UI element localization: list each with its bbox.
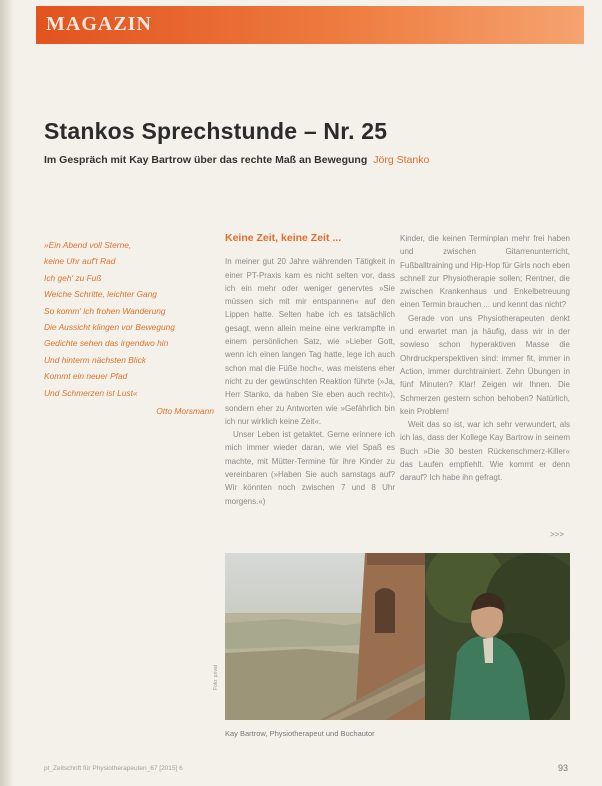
poem-line: »Ein Abend voll Sterne, [44,240,132,250]
body-paragraph: Unser Leben ist getaktet. Gerne erinnere ich mich immer wieder daran, wie viel Spaß es machte, mit Mütter-Termine für ihre Kinder zu vereinbaren (»Haben Sie auch samstags auf? Wir könnten noch zwischen 7 und 8 Uhr morgens.«) [225,430,395,506]
body-paragraph: In meiner gut 20 Jahre währenden Tätigkeit in einer PT-Praxis kam es nicht selten vor, dass ich ein mehr oder weniger genervtes »Sie müssen sich mit mir entspannen« auf den Lippen hatte. Selten habe ich es tatsächlich gesagt, wenn allein meine eine verkrampfte in einem persönlichen Satz, wie »Lieber Gott, wenn ich einen langen Tag hatte, lege ich auch schon mal die Füße hoch«, was meistens eher nicht zu der gewünschten Reaktion führte (»Ja, Herr Stanko, da haben Sie eben auch recht«), sondern eher zu Antworten wie »Gefährlich bin ich nur wirklich keine Zeit«. [225,257,395,426]
body-column-2 [400,232,570,485]
poem-block [44,237,214,419]
poem-line: So komm' ich frohen Wanderung [44,305,166,316]
portrait-photo [225,553,570,720]
page-gutter-shadow [0,0,14,786]
poem-line: Die Aussicht klingen vor Bewegung [44,322,175,333]
poem-line: Weiche Schritte, leichter Gang [44,289,157,300]
body-column-1 [225,232,395,508]
poem-line: Kommt ein neuer Pfad [44,371,128,382]
article-author: Jörg Stanko [373,154,430,166]
body-paragraph: Gerade von uns Physiotherapeuten denkt und erwartet man ja häufig, dass wir in der sowieso schon hyperaktiven Masse die Ohrdruckperspektiven sind: immer fit, immer in Action, immer durchtrainiert. Zehn Übungen in fünf Minuten? Klar! Zeigen wir Ihnen. Die Schmerzen gestern schon behoben? Natürlich, kein Problem! [400,313,570,416]
poem-line: Ich geh' zu Fuß [44,272,102,283]
photo-illustration [225,553,570,720]
poem-line: Und hinterm nächsten Blick [44,354,146,365]
article-subtitle: Im Gespräch mit Kay Bartrow über das rechte Maß an Bewegung [44,154,368,166]
poem-author: Otto Morsmann [156,406,214,417]
article-subtitle-line [44,154,429,166]
body-paragraph: Kinder, die keinen Terminplan mehr frei haben und zwischen Gitarrenunterricht, Fußballtraining und Hip-Hop für Girls noch eben schnell zur Physiotherapie sollen; Rentner, die zwischen Krankenhaus und Enkelbetreuung einen Termin brauchen ... und kennt das nicht? [400,234,570,310]
section-heading: Keine Zeit, keine Zeit ... [225,232,342,244]
poem-line: Gedichte sehen das irgendwo hin [44,338,169,349]
photo-credit: Foto: privat [213,664,219,690]
article-title: Stankos Sprechstunde – Nr. 25 [44,118,388,144]
poem-line: keine Uhr auf't Rad [44,256,116,267]
photo-caption: Kay Bartrow, Physiotherapeut und Buchautor [225,729,375,738]
section-banner [36,6,584,44]
continue-marker: >>> [550,530,565,539]
page-number: 93 [558,763,569,773]
section-label: MAGAZIN [46,13,152,35]
journal-footer: pt_Zeitschrift für Physiotherapeuten_67 [2015] 6 [44,765,183,772]
poem-line: Und Schmerzen ist Lust« [44,387,138,398]
body-paragraph: Weit das so ist, war ich sehr verwundert, als ich las, dass der Kollege Kay Bartrow in seinem Buch »Die 30 besten Rückenschmerz-Killer« das Laufen empfiehlt. Wie kommt er denn darauf? Ich habe ihn gefragt. [400,420,570,483]
